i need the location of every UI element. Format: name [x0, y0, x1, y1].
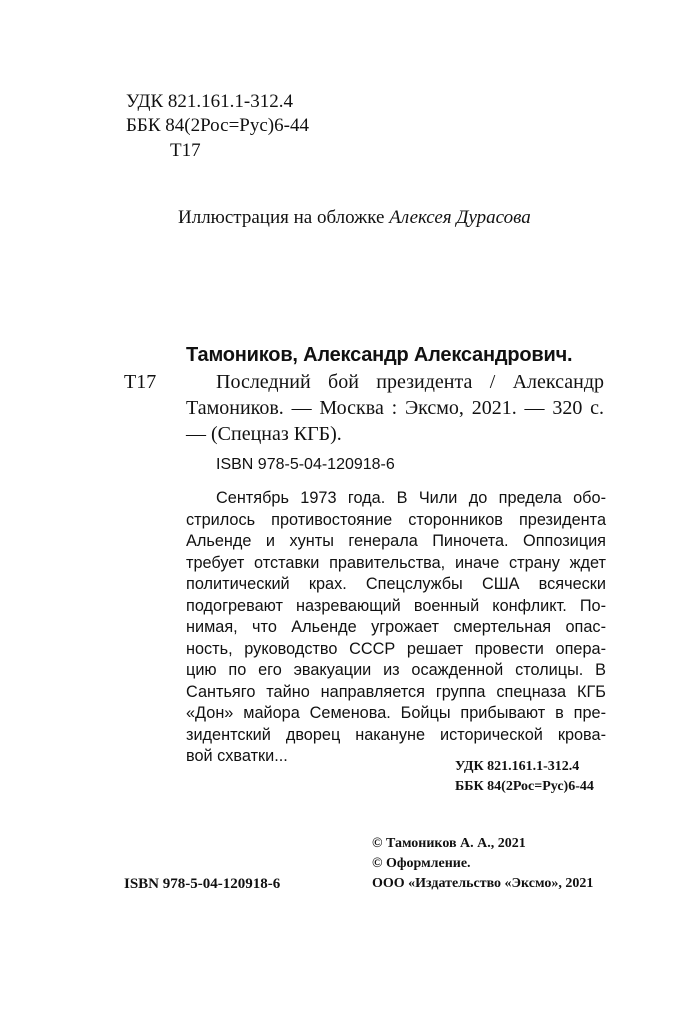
copyright-publisher: ООО «Издательство «Эксмо», 2021: [372, 876, 594, 891]
annotation-line: Сентябрь 1973 года. В Чили до предела обо-: [216, 489, 606, 507]
bottom-bbk: ББК 84(2Рос=Рус)6-44: [455, 779, 594, 794]
annotation-line: политический крах. Спецслужбы США всячески: [186, 575, 606, 593]
bibliographic-cutter: Т17: [124, 371, 157, 393]
annotation-line: Альенде и хунты генерала Пиночета. Оппозиция: [186, 532, 606, 550]
annotation-line: зидентский дворец накануне исторической крова-: [186, 725, 606, 744]
annotation-line: стрилось противостояние сторонников президента: [186, 510, 606, 529]
cutter-code: Т17: [170, 140, 201, 161]
copyright-author: © Тамоников А. А., 2021: [372, 836, 526, 851]
annotation-line: требует отставки правительства, иначе страну ждет: [186, 553, 606, 572]
illustration-prefix: Иллюстрация на обложке: [178, 207, 390, 228]
udk-code: УДК 821.161.1-312.4: [126, 91, 293, 112]
bibliographic-isbn: ISBN 978-5-04-120918-6: [216, 456, 395, 473]
annotation-line: цию по его эвакуации из осажденной столицы. В: [186, 661, 606, 679]
annotation: [186, 488, 606, 768]
bbk-code: ББК 84(2Рос=Рус)6-44: [126, 115, 309, 136]
footer-isbn: ISBN 978-5-04-120918-6: [124, 876, 281, 892]
bottom-udk: УДК 821.161.1-312.4: [455, 759, 580, 774]
author-heading: Тамоников, Александр Александрович.: [186, 344, 573, 366]
illustration-artist: Алексея Дурасова: [389, 207, 531, 228]
description-text: Последний бой президента / Александр Тамоников. — Москва : Эксмо, 2021. — 320 с. — (Спецназ КГБ).: [186, 371, 604, 445]
annotation-line: подогревают назревающий военный конфликт. По-: [186, 596, 606, 615]
bibliographic-description: [186, 369, 604, 447]
annotation-line: нимая, что Альенде угрожает смертельная опас-: [186, 618, 606, 636]
annotation-line: Сантьяго тайно направляется группа спецназа КГБ: [186, 682, 606, 701]
annotation-line: «Дон» майора Семенова. Бойцы прибывают в пре-: [186, 704, 606, 722]
copyright-design: © Оформление.: [372, 856, 471, 871]
annotation-line: ность, руководство СССР решает провести опера-: [186, 639, 606, 658]
annotation-line: вой схватки...: [186, 747, 288, 765]
illustration-credit: [178, 206, 531, 230]
